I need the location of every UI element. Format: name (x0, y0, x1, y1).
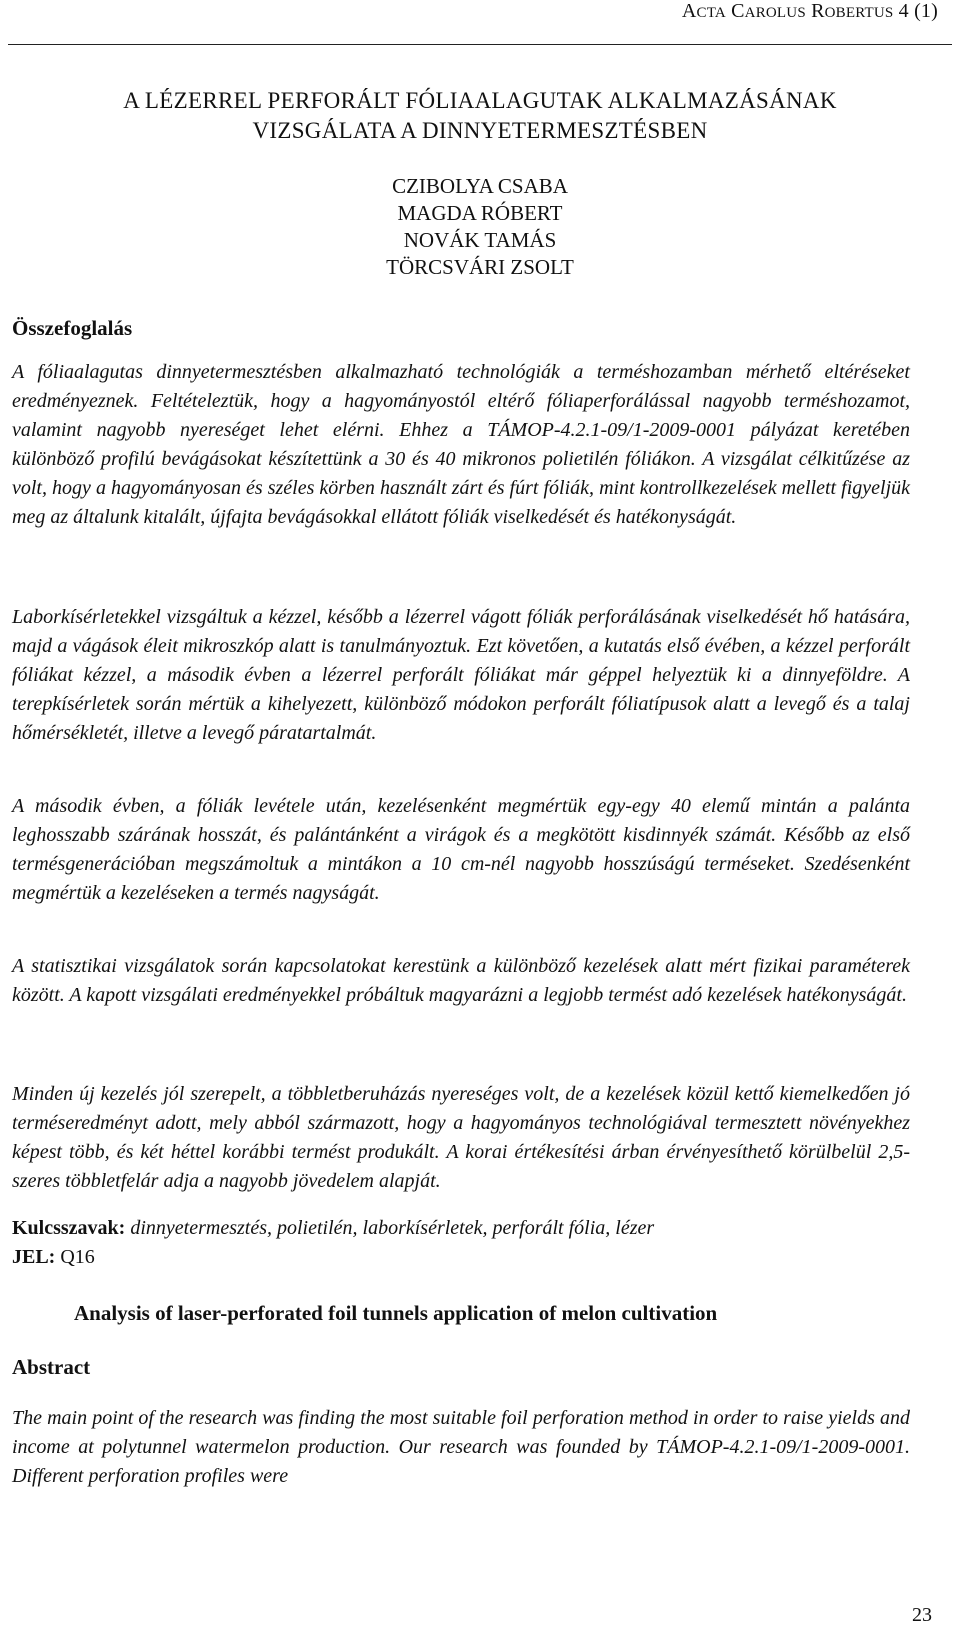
keywords-line (12, 1214, 654, 1242)
running-header-r: R (811, 0, 825, 22)
running-header-issue: 4 (1) (898, 0, 938, 22)
author-name: MAGDA RÓBERT (397, 201, 563, 225)
summary-paragraph (12, 603, 910, 748)
jel-code: Q16 (60, 1246, 95, 1268)
summary-heading: Összefoglalás (12, 316, 133, 340)
summary-paragraph-text: A második évben, a fóliák levétele után, kezelésenként megmértük egy-egy 40 elemű mintán a palánta leghosszabb szárának hosszát, és palántánként a virágok és a megkötött kisdinnyék számát. Később az első termésgenerációban megszámoltuk a mintákon a 10 cm-nél nagyobb hosszúságú terméseket. Szedésenként megmértük a kezeléseken a termés nagyságát. (12, 795, 910, 905)
author-list (8, 173, 952, 281)
running-header-c: C (731, 0, 745, 22)
abstract-heading: Abstract (12, 1355, 91, 1379)
summary-paragraph-text: Laborkísérletekkel vizsgáltuk a kézzel, később a lézerrel vágott fóliák perforálásának viselkedését hő hatására, majd a vágások éleit mikroszkóp alatt is tanulmányoztuk. Ezt követően, a kutatás első évében, a kézzel perforált fóliákat kézzel, a második évben a lézerrel perforált fóliákat már géppel helyeztük ki a dinnyeföldre. A terepkísérletek során mértük a kihelyezett, különböző módokon perforált fóliatípusok alatt a levegő és a talaj hőmérsékletét, illetve a levegő páratartalmát. (12, 606, 910, 745)
summary-paragraph (12, 358, 910, 533)
header-rule (8, 44, 952, 45)
summary-paragraph-text: A statisztikai vizsgálatok során kapcsolatokat kerestünk a különböző kezelések alatt mért fizikai paraméterek között. A kapott vizsgálati eredményekkel próbáltuk magyarázni a legjobb termést adó kezelések hatékonyságát. (12, 955, 910, 1007)
summary-paragraph (12, 792, 910, 908)
running-header-obertus: OBERTUS (824, 5, 894, 21)
jel-line (12, 1243, 95, 1271)
page-number: 23 (912, 1604, 932, 1626)
summary-paragraph-text: A fóliaalagutas dinnyetermesztésben alkalmazható technológiák a terméshozamban mérhető eltéréseket eredményeznek. Feltételeztük, hogy a hagyományostól eltérő fóliaperforálással nagyobb terméshozamot, valamint nagyobb nyereséget lehet elérni. Ehhez a TÁMOP-4.2.1-09/1-2009-0001 pályázat keretében különböző profilú bevágásokat készítettünk a 30 és 40 mikronos polietilén fóliákon. A vizsgálat célkitűzése az volt, hogy a hagyományosan és széles körben használt zárt és fúrt fóliák, mint kontrollkezelések mellett figyeljük meg az általunk kitalált, újfajta bevágásokkal ellátott fóliák viselkedését és hatékonyságát. (12, 361, 910, 529)
paper-title-line-2: VIZSGÁLATA A DINNYETERMESZTÉSBEN (252, 118, 708, 143)
running-header-a: A (681, 0, 697, 22)
english-title: Analysis of laser-perforated foil tunnels application of melon cultivation (74, 1301, 718, 1325)
running-header-cta: CTA (696, 5, 726, 21)
summary-paragraph (12, 952, 910, 1010)
summary-paragraph-text: Minden új kezelés jól szerepelt, a többletberuházás nyereséges volt, de a kezelések közül kettő kiemelkedően jó terméseredményt adott, mely abból származott, hogy a hagyományos technológiával termesztett növényekhez képest több, és két héttel korábbi termést produkált. A korai értékesítési árban érvényesíthető körülbelül 2,5-szeres többletfelár adja a nagyobb jövedelem alapját. (12, 1083, 910, 1193)
author-name: CZIBOLYA CSABA (392, 174, 568, 198)
author-name: NOVÁK TAMÁS (403, 228, 557, 252)
running-header-arolus: AROLUS (744, 5, 806, 21)
keywords-text: dinnyetermesztés, polietilén, laborkísérletek, perforált fólia, lézer (130, 1217, 655, 1239)
jel-label: JEL: (12, 1246, 56, 1268)
running-header (682, 0, 938, 23)
summary-paragraph (12, 1080, 910, 1196)
keywords-label: Kulcsszavak: (12, 1217, 126, 1239)
paper-title (8, 86, 952, 146)
paper-title-line-1: A LÉZERREL PERFORÁLT FÓLIAALAGUTAK ALKALMAZÁSÁNAK (123, 88, 837, 113)
abstract-paragraph (12, 1404, 910, 1491)
abstract-paragraph-text: The main point of the research was finding the most suitable foil perforation method in order to raise yields and income at polytunnel watermelon production. Our research was founded by TÁMOP-4.2.1-09/1-2009-0001. Different perforation profiles were (12, 1407, 910, 1488)
author-name: TÖRCSVÁRI ZSOLT (386, 255, 574, 279)
